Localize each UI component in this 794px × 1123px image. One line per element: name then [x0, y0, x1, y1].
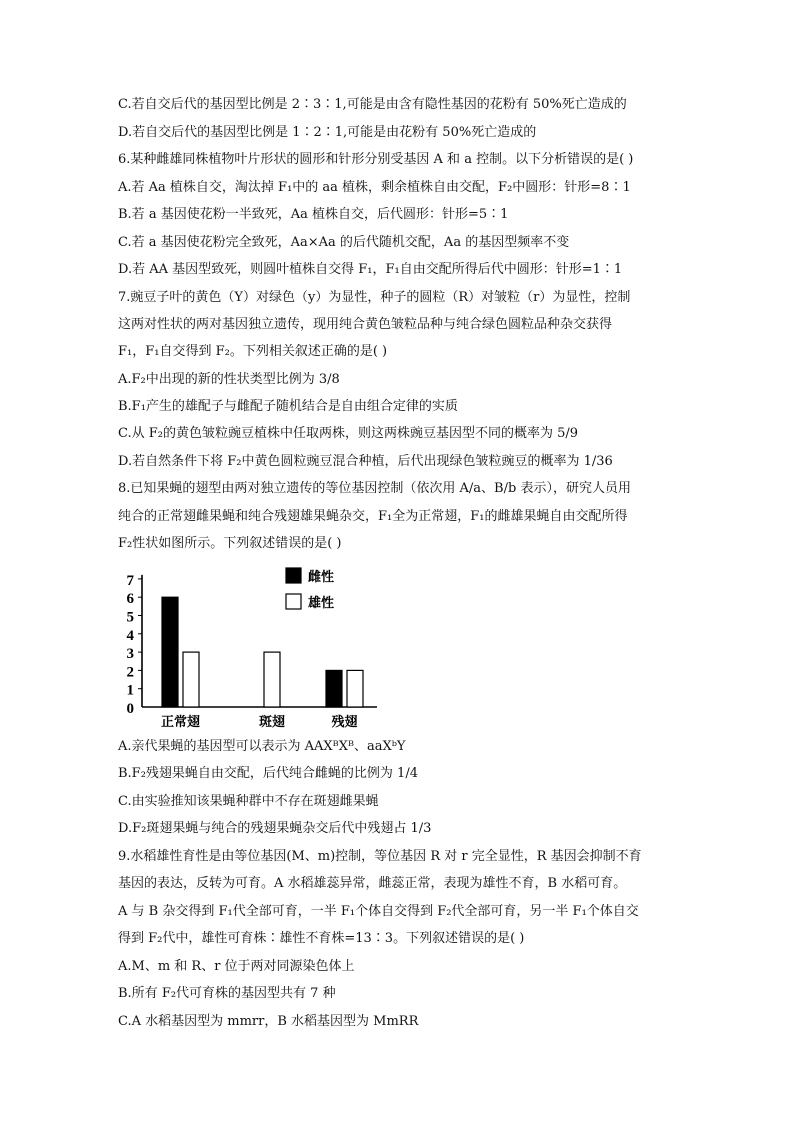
text-line: C.A 水稻基因型为 mmrr，B 水稻基因型为 MmRR — [118, 1014, 419, 1029]
text-line: A.M、m 和 R、r 位于两对同源染色体上 — [118, 959, 355, 974]
chart-svg — [112, 560, 412, 735]
y-tick-label: 0 — [126, 701, 134, 717]
x-category-label: 斑翅 — [258, 715, 286, 730]
text-line: A.亲代果蝇的基因型可以表示为 AAXᴮXᴮ、aaXᵇY — [118, 739, 406, 754]
text-line: 8.已知果蝇的翅型由两对独立遗传的等位基因控制（依次用 A/a、B/b 表示），研究人员用 — [118, 481, 631, 496]
text-line: 纯合的正常翅雌果蝇和纯合残翅雄果蝇杂交，F₁全为正常翅，F₁的雌雄果蝇自由交配所得 — [118, 509, 628, 524]
y-tick-label: 1 — [126, 682, 134, 699]
bar-male — [183, 652, 199, 707]
text-line: F₁，F₁自交得到 F₂。下列相关叙述正确的是( ) — [118, 344, 388, 359]
text-line: C.若 a 基因使花粉完全致死，Aa×Aa 的后代随机交配，Aa 的基因型频率不变 — [118, 235, 570, 250]
text-line: B.所有 F₂代可育株的基因型共有 7 种 — [118, 986, 336, 1001]
text-line: D.若自交后代的基因型比例是 1∶2∶1,可能是由花粉有 50%死亡造成的 — [118, 125, 537, 140]
wing-type-bar-chart — [112, 560, 412, 735]
y-tick-label: 4 — [126, 627, 134, 644]
y-tick-label: 7 — [126, 572, 134, 589]
legend-swatch — [286, 568, 301, 583]
text-line: A 与 B 杂交得到 F₁代全部可育，一半 F₁个体自交得到 F₂代全部可育，另一半 F₁个体自交 — [118, 904, 639, 919]
y-tick-label: 3 — [126, 646, 134, 663]
text-line: F₂性状如图所示。下列叙述错误的是( ) — [118, 536, 342, 551]
text-line: B.F₁产生的雄配子与雌配子随机结合是自由组合定律的实质 — [118, 399, 458, 414]
text-line: 这两对性状的两对基因独立遗传，现用纯合黄色皱粒品种与纯合绿色圆粒品种杂交获得 — [118, 317, 613, 332]
text-line: 基因的表达，反转为可育。A 水稻雄蕊异常，雌蕊正常，表现为雄性不育，B 水稻可育。 — [118, 876, 627, 891]
text-line: C.由实验推知该果蝇种群中不存在斑翅雌果蝇 — [118, 794, 379, 809]
bar-female — [162, 597, 178, 707]
y-tick-label: 2 — [126, 664, 134, 681]
bar-male — [347, 670, 363, 707]
legend-label: 雌性 — [308, 570, 335, 585]
y-tick-label: 6 — [126, 591, 134, 608]
legend-label: 雄性 — [308, 596, 335, 611]
text-line: A.若 Aa 植株自交，淘汰掉 F₁中的 aa 植株，剩余植株自由交配，F₂中圆形：针形=8∶1 — [118, 180, 631, 195]
bar-female — [326, 670, 342, 707]
x-category-label: 正常翅 — [160, 715, 201, 730]
y-tick-label: 5 — [126, 609, 134, 626]
text-line: 7.豌豆子叶的黄色（Y）对绿色（y）为显性，种子的圆粒（R）对皱粒（r）为显性，控制 — [118, 290, 631, 305]
legend-swatch — [286, 594, 301, 609]
bar-male — [264, 652, 280, 707]
text-line: 6.某种雌雄同株植物叶片形状的圆形和针形分别受基因 A 和 a 控制。以下分析错误的是( ) — [118, 152, 634, 167]
text-line: 9.水稻雄性育性是由等位基因(M、m)控制，等位基因 R 对 r 完全显性，R 基因会抑制不育 — [118, 849, 642, 864]
x-category-label: 残翅 — [331, 715, 358, 730]
text-line: B.F₂残翅果蝇自由交配，后代纯合雌蝇的比例为 1/4 — [118, 766, 418, 781]
text-line: D.若 AA 基因型致死，则圆叶植株自交得 F₁，F₁自由交配所得后代中圆形：针形=1∶1 — [118, 262, 623, 277]
text-line: B.若 a 基因使花粉一半致死，Aa 植株自交，后代圆形：针形=5∶1 — [118, 207, 509, 222]
text-line: C.若自交后代的基因型比例是 2∶3∶1,可能是由含有隐性基因的花粉有 50%死亡造成的 — [118, 97, 627, 112]
text-line: A.F₂中出现的新的性状类型比例为 3/8 — [118, 372, 340, 387]
text-line: C.从 F₂的黄色皱粒豌豆植株中任取两株，则这两株豌豆基因型不同的概率为 5/9 — [118, 426, 579, 441]
text-line: D.若自然条件下将 F₂中黄色圆粒豌豆混合种植，后代出现绿色皱粒豌豆的概率为 1/36 — [118, 454, 613, 469]
text-line: 得到 F₂代中，雄性可育株∶雄性不育株=13∶3。下列叙述错误的是( ) — [118, 931, 525, 946]
text-line: D.F₂斑翅果蝇与纯合的残翅果蝇杂交后代中残翅占 1/3 — [118, 821, 432, 836]
